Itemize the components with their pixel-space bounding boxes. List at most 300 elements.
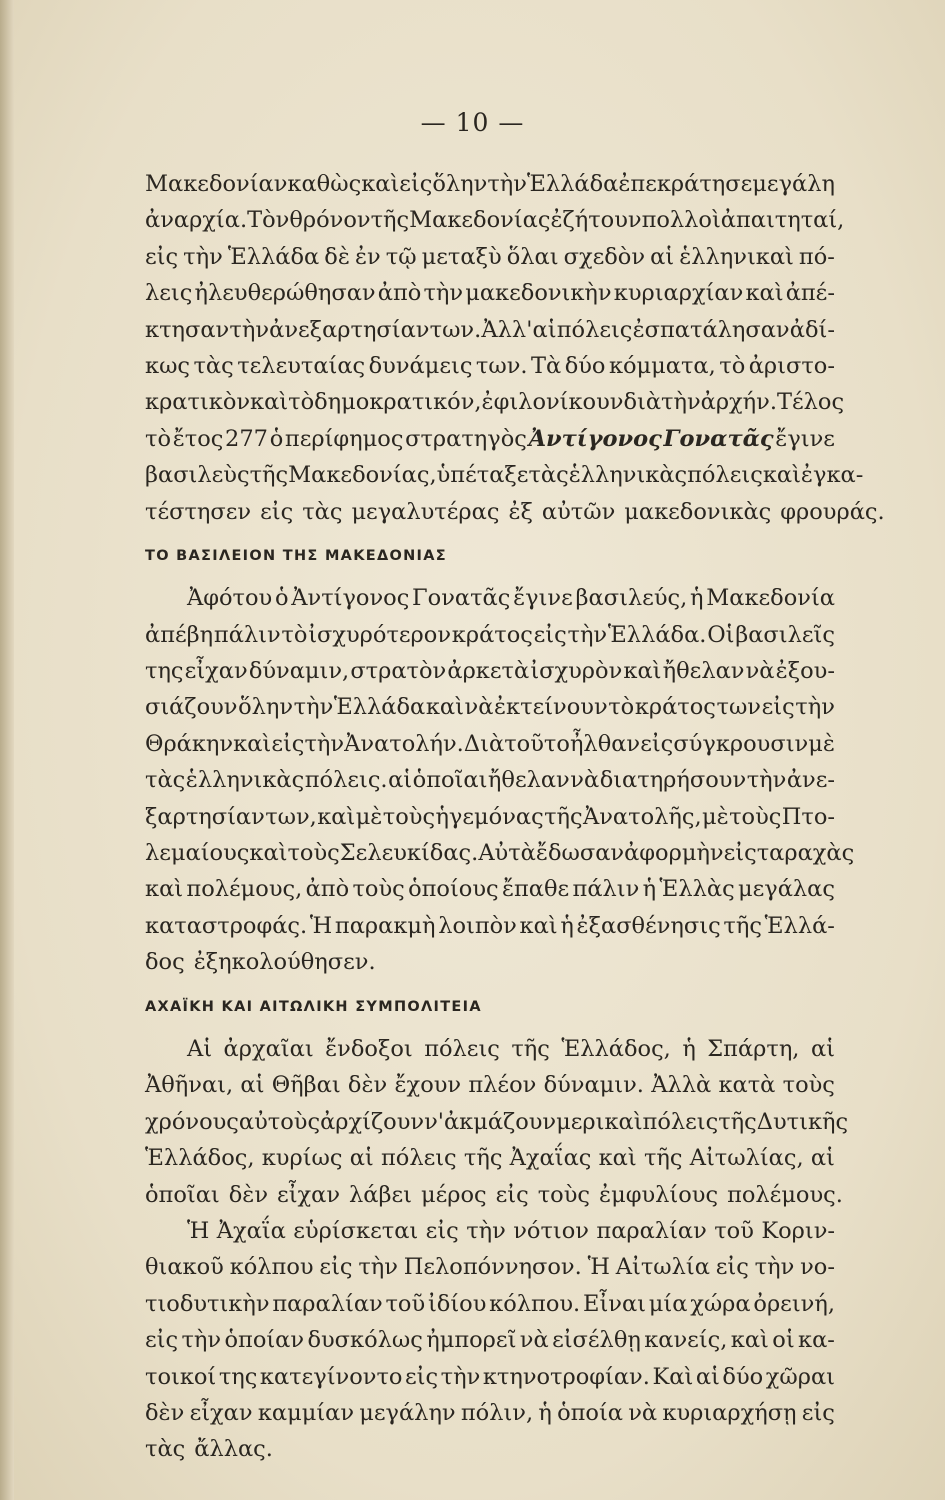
- word: αἱ: [532, 316, 557, 343]
- word: νὰ: [628, 1399, 658, 1426]
- word: βασιλεὺς: [145, 462, 250, 489]
- word: καὶ: [762, 462, 801, 489]
- word: καὶ: [250, 389, 289, 416]
- word: πάλιν: [213, 621, 281, 648]
- word: Μακεδονία: [706, 585, 835, 612]
- word: τοὺς: [352, 876, 405, 903]
- word: της: [145, 658, 184, 685]
- word: βασιλεύς,: [575, 585, 688, 612]
- section-heading: ΑΧΑΪΚΗ ΚΑΙ ΑΙΤΩΛΙΚΗ ΣΥΜΠΟΛΙΤΕΙΑ: [145, 998, 482, 1015]
- word: τιοδυτικὴν: [145, 1290, 270, 1317]
- word: αἱ: [810, 1145, 835, 1172]
- word: ἀρχαῖαι: [223, 1035, 314, 1062]
- text-line: [145, 617, 835, 653]
- word: ἑλληνικὰς: [568, 462, 688, 489]
- word: διατηρήσουν: [599, 767, 747, 794]
- word: της: [218, 1363, 258, 1390]
- word: Σπάρτη,: [707, 1035, 800, 1062]
- word: εἰς: [260, 498, 294, 525]
- word: πόλιν,: [460, 1399, 534, 1426]
- section: [145, 530, 855, 981]
- word: εἰσέλθῃ: [552, 1327, 641, 1354]
- word: ἰσχυρότερον: [308, 621, 452, 648]
- word: εἰς: [405, 1363, 439, 1390]
- word: Θῆβαι: [271, 1072, 341, 1099]
- word: τὴν: [423, 280, 464, 307]
- word: αἱ: [240, 1072, 265, 1099]
- word: Τὸν: [247, 207, 290, 234]
- text-line: [145, 348, 835, 384]
- section: [145, 166, 885, 530]
- word: κυριαρχήσῃ: [662, 1399, 797, 1426]
- word: κατεγίνοντο: [259, 1363, 403, 1390]
- word: Κοριν-: [761, 1217, 835, 1244]
- word: ἰδίου: [427, 1290, 487, 1317]
- word: καὶ: [361, 171, 400, 197]
- word: Ἑλλάδος,: [561, 1035, 671, 1062]
- word: Ἀνατολῆς,: [583, 803, 702, 830]
- word: Τὰ: [531, 352, 562, 379]
- word: διὰ: [623, 389, 662, 416]
- word: θρόνον: [289, 207, 371, 234]
- word: δὲν: [347, 1072, 388, 1099]
- text-line: [145, 1067, 835, 1103]
- word: τὴν: [754, 1254, 795, 1281]
- word: παραλίαν: [272, 1290, 383, 1317]
- word: εἰς: [271, 730, 305, 757]
- word: χρόνους: [145, 1108, 239, 1135]
- word: εἰς: [723, 840, 757, 867]
- word: τὴν: [181, 1327, 222, 1354]
- word: ὁποίους: [408, 876, 499, 903]
- word: κρατικὸν: [145, 389, 251, 416]
- word: τελευταίας: [237, 352, 366, 379]
- word: Ἀντίγονος: [528, 425, 662, 452]
- word: Καὶ: [652, 1363, 694, 1390]
- word: κανείς,: [644, 1327, 728, 1354]
- word: Ἡ: [187, 1217, 210, 1244]
- word: καὶ: [745, 280, 784, 307]
- word: ἐξου-: [775, 658, 835, 685]
- word: τῆς: [544, 803, 583, 830]
- word: εἶχαν: [184, 658, 248, 685]
- word: κόμματα,: [608, 352, 716, 379]
- word: τὴν: [466, 1217, 506, 1244]
- word: ἐγκα-: [800, 462, 864, 489]
- word: των.: [475, 352, 528, 379]
- word: στρατηγὸς: [405, 425, 527, 452]
- word: τοὺς: [287, 840, 340, 867]
- word: νότιον: [513, 1217, 589, 1244]
- word: σιάζουν: [145, 694, 238, 721]
- text-line: [145, 1031, 835, 1067]
- word: ὅλην: [238, 694, 294, 721]
- word: πολέμους,: [186, 876, 303, 903]
- word: καὶ: [249, 840, 288, 867]
- word: ὁποία: [557, 1399, 623, 1426]
- word: κόλπου: [229, 1254, 314, 1281]
- text-line: [145, 1177, 843, 1213]
- word: ἔχουν: [394, 1072, 462, 1099]
- word: μεγαλυτέρας: [351, 498, 500, 525]
- word: βασιλεῖς: [735, 621, 835, 648]
- word: ὁ: [274, 585, 289, 612]
- word: ἀναρχία.: [145, 207, 248, 234]
- word: κράτος: [451, 621, 533, 648]
- word: τὸ: [719, 352, 746, 379]
- word: τὴν: [304, 730, 345, 757]
- word: λεμαίους: [145, 840, 250, 867]
- word: ἠλευθερώθησαν: [194, 280, 376, 307]
- word: ἐξασθένησις: [576, 912, 721, 939]
- word: κτησαν: [145, 316, 230, 343]
- word: αἱ: [388, 767, 413, 794]
- text-line: [145, 1359, 835, 1395]
- word: θιακοῦ: [145, 1254, 224, 1281]
- word: εἰς: [801, 1399, 835, 1426]
- word: τοὺς: [382, 803, 436, 830]
- text-line: [145, 762, 835, 798]
- word: νὰ: [570, 767, 600, 794]
- word: ἐμφυλίους: [599, 1181, 719, 1208]
- word: Ἑλλάδα: [333, 694, 426, 721]
- word: Οἱ: [707, 621, 735, 648]
- text-line: [145, 653, 835, 689]
- word: Αἰτωλία: [615, 1254, 710, 1281]
- word: εἶχαν: [189, 1399, 253, 1426]
- word: Ἑλλὰς: [659, 876, 735, 903]
- word: μεταξὺ: [421, 243, 502, 270]
- word: καὶ: [317, 803, 356, 830]
- word: Ἀχαΐα: [216, 1217, 286, 1244]
- word: Θράκην: [145, 730, 234, 757]
- word: ἡ: [690, 585, 704, 612]
- word: εἰς: [715, 1254, 749, 1281]
- word: λεις: [145, 280, 193, 307]
- word: μὲ: [808, 730, 835, 757]
- word: τὴν: [183, 243, 223, 270]
- word: κα-: [798, 1327, 835, 1354]
- text-line: [145, 1140, 835, 1176]
- word: Ἑλλάδα: [227, 243, 320, 270]
- word: μερικαὶ: [556, 1108, 643, 1135]
- word: Αἰτωλίας,: [689, 1145, 804, 1172]
- word: ἔπαθε: [501, 876, 570, 903]
- word: πλέον: [468, 1072, 537, 1099]
- word: ἀφορμὴν: [624, 840, 724, 867]
- word: καὶ: [623, 658, 662, 685]
- word: ἄλλας.: [194, 1436, 273, 1463]
- word: εἰς: [319, 1254, 353, 1281]
- word: τὴν: [440, 1363, 481, 1390]
- word: τὰς: [145, 767, 186, 794]
- word: των: [716, 694, 761, 721]
- word: 277: [225, 425, 268, 452]
- word: ἀνε-: [786, 767, 835, 794]
- word: ξαρτησίαν: [145, 803, 265, 830]
- word: Γονατᾶς: [412, 585, 511, 612]
- word: Ἑλλάδος,: [145, 1145, 255, 1172]
- word: εἰς: [495, 1181, 529, 1208]
- word: ἀπέβη: [145, 621, 214, 648]
- word: ἀκμάζουν: [443, 1108, 557, 1135]
- word: πόλεις.: [304, 767, 388, 794]
- word: τὰς: [302, 498, 343, 525]
- word: Διὰ: [463, 730, 505, 757]
- word: ἔνδοξοι: [325, 1035, 413, 1062]
- word: τῆς: [723, 912, 762, 939]
- text-body: [145, 166, 885, 1468]
- word: δύναμιν.: [543, 1072, 644, 1099]
- word: Ἑλλάδα: [526, 171, 619, 197]
- page-number: — 10 —: [420, 108, 525, 137]
- word: ὑπέταξε: [436, 462, 529, 489]
- word: μέρος: [420, 1181, 487, 1208]
- word: κράτος: [634, 694, 716, 721]
- word: ὁποῖαι: [145, 1181, 220, 1208]
- word: ὁ: [269, 425, 284, 452]
- word: ἀρχήν.: [700, 389, 777, 416]
- word: καὶ: [598, 1145, 637, 1172]
- word: ἤθελαν: [662, 658, 745, 685]
- word: δύο: [564, 352, 606, 379]
- word: ἀπὸ: [305, 876, 350, 903]
- word: Ἑλλά-: [764, 912, 835, 939]
- word: μεγάλην: [359, 1399, 456, 1426]
- word: δος: [145, 949, 185, 976]
- word: πολέμους.: [727, 1181, 843, 1208]
- word: ἐν: [354, 243, 381, 270]
- word: Εἶναι: [583, 1290, 646, 1317]
- word: εἶχαν: [277, 1181, 341, 1208]
- word: πολλοὶ: [641, 207, 721, 234]
- word: ὅλην: [432, 171, 488, 197]
- word: τὴν: [746, 767, 787, 794]
- word: τοὺς: [729, 803, 782, 830]
- word: οἱ: [772, 1327, 795, 1354]
- word: τοικοί: [145, 1363, 217, 1390]
- text-line: [145, 494, 885, 530]
- word: μία: [648, 1290, 688, 1317]
- text-line: [145, 1395, 835, 1431]
- word: ἐξηκολούθησεν.: [193, 949, 376, 976]
- word: ταραχὰς: [756, 840, 855, 867]
- word: ἰσχυρὸν: [530, 658, 623, 685]
- word: ἑλληνικὰς: [185, 767, 305, 794]
- word: τὸ: [608, 694, 635, 721]
- word: ἀπέ-: [785, 280, 835, 307]
- word: παρακμὴ: [334, 912, 436, 939]
- word: ἐζήτουν: [550, 207, 642, 234]
- text-line: [145, 1249, 835, 1285]
- word: εἰς: [145, 243, 179, 270]
- word: Μακεδονίας,: [288, 462, 437, 489]
- text-line: [145, 580, 835, 616]
- word: τὰς: [528, 462, 569, 489]
- word: ἐσπατάλησαν: [632, 316, 790, 343]
- section-heading: ΤΟ ΒΑΣΙΛΕΙΟΝ ΤΗΣ ΜΑΚΕΔΟΝΙΑΣ: [145, 547, 447, 564]
- word: μὲ: [702, 803, 729, 830]
- word: Ἡ: [587, 1254, 610, 1281]
- word: εἰς: [399, 171, 433, 197]
- word: Ἡ: [309, 912, 333, 939]
- word: ἦλθαν: [569, 730, 641, 757]
- section: [145, 981, 849, 1468]
- word: ἀνεξαρτησίαν: [269, 316, 430, 343]
- text-line: [145, 689, 835, 725]
- word: των,: [265, 803, 317, 830]
- word: ἐξ: [508, 498, 533, 525]
- word: Πελοπόννησον.: [403, 1254, 582, 1281]
- word: αἱ: [349, 1145, 374, 1172]
- word: τὴν: [795, 694, 835, 721]
- word: ἐπεκράτησε: [618, 171, 753, 197]
- word: ὀρεινή,: [753, 1290, 835, 1317]
- word: πόλεις: [642, 1108, 719, 1135]
- word: κως: [145, 352, 191, 379]
- word: καὶ: [519, 912, 558, 939]
- word: κυριαρχίαν: [613, 280, 744, 307]
- word: τῆς: [370, 207, 410, 234]
- word: Αὐτὰ: [478, 840, 536, 867]
- word: εἰς: [533, 621, 567, 648]
- word: ἀριστο-: [748, 352, 835, 379]
- word: ἡ: [560, 912, 574, 939]
- word: Ἀχαΐας: [509, 1145, 592, 1172]
- word: δυνάμεις: [368, 352, 473, 379]
- word: νὰ: [519, 1327, 549, 1354]
- word: ἀρχίζουν: [320, 1108, 425, 1135]
- word: αἱ: [695, 1363, 720, 1390]
- text-line: [145, 275, 835, 311]
- word: τὴν: [661, 389, 701, 416]
- word: ἐφιλονίκουν: [481, 389, 624, 416]
- text-line: [145, 1286, 835, 1322]
- text-line: [145, 166, 835, 202]
- word: δὲν: [228, 1181, 269, 1208]
- word: ἔγινε: [513, 585, 573, 612]
- word: ἔγινε: [775, 425, 835, 452]
- word: Πτο-: [781, 803, 835, 830]
- word: αὐτῶν: [541, 498, 616, 525]
- word: καταστροφάς.: [145, 912, 308, 939]
- page-spine-shadow: [0, 0, 14, 1500]
- word: νὰ: [745, 658, 775, 685]
- word: τῷ: [385, 243, 417, 270]
- word: Ἀθῆναι,: [145, 1072, 234, 1099]
- word: δὲν: [145, 1399, 185, 1426]
- text-line: [145, 835, 855, 871]
- word: τοῦτο: [504, 730, 570, 757]
- word: δύναμιν,: [248, 658, 350, 685]
- word: τῆς: [463, 1145, 503, 1172]
- text-line: [145, 384, 845, 420]
- word: Ἑλλάδα.: [607, 621, 707, 648]
- word: μακεδονικὴν: [465, 280, 612, 307]
- word: καθὼς: [287, 171, 362, 197]
- word: σύγκρουσιν: [673, 730, 809, 757]
- word: τὰς: [145, 1436, 186, 1463]
- word: τοὺς: [537, 1181, 591, 1208]
- word: τὴν: [358, 1254, 398, 1281]
- word: Ἀφότου: [187, 585, 273, 612]
- word: παραλίαν: [596, 1217, 707, 1244]
- word: εἰς: [145, 1327, 179, 1354]
- word: αἱ: [810, 1035, 835, 1062]
- word: ὁποῖαι: [412, 767, 488, 794]
- text-line: [145, 1104, 849, 1140]
- word: καὶ: [730, 1327, 769, 1354]
- word: ἑλληνικαὶ: [679, 243, 794, 270]
- word: ὅλαι: [506, 243, 559, 270]
- word: Μακεδονίαν: [145, 171, 288, 197]
- word: ἠμπορεῖ: [426, 1327, 517, 1354]
- word: τὴν: [567, 621, 608, 648]
- word: Δυτικῆς: [756, 1108, 849, 1135]
- word: πόλεις: [687, 462, 763, 489]
- word: νο-: [800, 1254, 835, 1281]
- word: κόλπου.: [489, 1290, 581, 1317]
- word: κατὰ: [718, 1072, 776, 1099]
- word: μακεδονικὰς: [624, 498, 772, 525]
- word: λοιπὸν: [438, 912, 517, 939]
- word: καὶ: [145, 876, 184, 903]
- word: Σελευκίδας.: [339, 840, 479, 867]
- word: τὴν: [293, 694, 334, 721]
- word: τῆς: [249, 462, 289, 489]
- word: χῶραι: [765, 1363, 835, 1390]
- word: Τέλος: [777, 389, 845, 416]
- word: Ἀλλὰ: [651, 1072, 712, 1099]
- word: τὸ: [145, 425, 171, 452]
- text-line: [145, 871, 835, 907]
- word: τὴν: [487, 171, 527, 197]
- word: εἰς: [761, 694, 795, 721]
- text-line: [145, 421, 835, 457]
- word: αἱ: [650, 243, 675, 270]
- word: πόλεις: [556, 316, 633, 343]
- word: ἔτος: [172, 425, 224, 452]
- word: πάλιν: [572, 876, 640, 903]
- word: ἡγεμόνας: [435, 803, 544, 830]
- word: τῆς: [511, 1035, 550, 1062]
- word: τῆς: [643, 1145, 683, 1172]
- word: χώρα: [690, 1290, 751, 1317]
- text-line: [145, 944, 835, 980]
- text-line: [145, 1322, 835, 1358]
- word: Ἀντίγονος: [291, 585, 410, 612]
- word: τὸ: [281, 621, 308, 648]
- word: καὶ: [233, 730, 272, 757]
- word: τοῦ: [385, 1290, 426, 1317]
- word: αὐτοὺς: [238, 1108, 321, 1135]
- word: ν': [424, 1108, 444, 1135]
- word: δημοκρατικόν,: [314, 389, 482, 416]
- word: ἀδί-: [789, 316, 835, 343]
- word: τὸ: [288, 389, 315, 416]
- word: εἰς: [425, 1217, 459, 1244]
- word: πόλεις: [380, 1145, 457, 1172]
- word: περίφημος: [284, 425, 404, 452]
- text-line: [145, 312, 835, 348]
- word: κυρίως: [261, 1145, 343, 1172]
- word: κτηνοτροφίαν.: [482, 1363, 650, 1390]
- word: στρατὸν: [350, 658, 447, 685]
- word: ἀπὸ: [377, 280, 422, 307]
- word: Ἀλλ': [481, 316, 533, 343]
- word: τοῦ: [714, 1217, 754, 1244]
- word: των.: [429, 316, 482, 343]
